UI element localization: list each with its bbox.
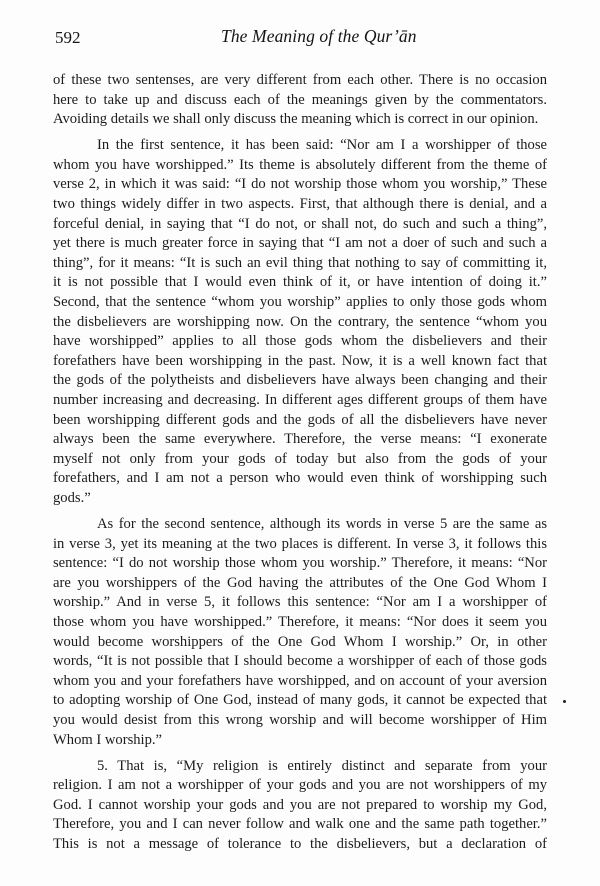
book-title: The Meaning of the Qur’ān (221, 26, 417, 46)
paragraph-first-sentence (53, 136, 547, 508)
text-line: have worshipped” applies to all those gods whom the disbelievers and their (53, 333, 547, 350)
text-line: gods.” (53, 489, 91, 506)
text-line: would become worshippers of the One God Whom I worship.” Or, in other (53, 633, 547, 650)
text-line: In the first sentence, it has been said: “Nor am I a worshipper of those (97, 137, 547, 154)
paragraph-note-5 (53, 757, 547, 855)
text-line: the gods of the polytheists and disbelievers have always been changing and their (53, 372, 547, 389)
scan-artifact-dot (563, 700, 566, 703)
paragraph-second-sentence (53, 515, 547, 750)
text-line: always been the same everywhere. Therefore, the verse means: “I exonerate (53, 431, 547, 448)
text-line: 5. That is, “My religion is entirely distinct and separate from your (97, 757, 547, 774)
text-line: forefathers have been worshipping in the past. Now, it is a well known fact that (53, 352, 547, 369)
text-line: number increasing and decreasing. In different ages different groups of them have (53, 392, 547, 408)
text-line: thing”, for it means: “It is such an evil thing that nothing to say of committing it, (53, 254, 547, 271)
text-line: forceful denial, in saying that “I do not, or shall not, do such and such a thing”, (53, 215, 547, 232)
paragraph-continuation (53, 71, 547, 130)
text-line: two things widely differ in two aspects. First, that although there is denial, and a (53, 196, 547, 213)
text-line: sentence: “I do not worship those whom you worship.” Therefore, it means: “Nor (53, 555, 547, 572)
body-text (53, 71, 547, 855)
text-line: forefathers, and I am not a person who would even think of worshipping such (53, 470, 547, 487)
text-line: been worshipping different gods and the gods of all the disbelievers have never (53, 411, 547, 428)
text-line: are you worshippers of the God having the attributes of the One God Whom I (53, 574, 547, 591)
text-line: Whom I worship.” (53, 731, 163, 748)
text-line: worship.” And in verse 5, it follows this sentence: “Nor am I a worshipper of (53, 594, 547, 611)
text-line: Therefore, you and I can never follow and walk one and the same path together.” (53, 816, 547, 833)
text-line: myself not only from your gods of today but also from the gods of your (53, 450, 547, 467)
page-number: 592 (55, 28, 81, 47)
text-line: Second, that the sentence “whom you worship” applies to only those gods whom (53, 294, 547, 311)
text-line: whom you and your forefathers have worshipped, and on account of your aversion (53, 672, 547, 689)
text-line: here to take up and discuss each of the meanings given by the commentators. (53, 91, 547, 108)
text-line: you would desist from this wrong worship and will become worshipper of Him (53, 712, 547, 728)
text-line: Avoiding details we shall only discuss the meaning which is correct in our opinion. (53, 111, 539, 128)
text-line: religion. I am not a worshipper of your gods and you are not worshippers of my (53, 777, 547, 794)
text-line: words, “It is not possible that I should become a worshipper of each of those gods (53, 653, 547, 670)
text-line: the disbelievers are worshipping now. On the contrary, the sentence “whom you (53, 313, 547, 330)
text-line: verse 2, in which it was said: “I do not worship those whom you worship,” These (53, 176, 547, 193)
text-line: of these two sentenses, are very different from each other. There is no occasion (53, 72, 547, 88)
text-line: whom you have worshipped.” Its theme is absolutely different from the theme of (53, 156, 547, 173)
text-line: to adopting worship of One God, instead of many gods, it cannot be expected that (53, 692, 547, 709)
text-line: This is not a message of tolerance to the disbelievers, but a declaration of (53, 836, 547, 853)
text-line: those whom you have worshipped.” Therefore, it means: “Nor does it seem you (53, 614, 547, 631)
text-line: yet there is much greater force in saying that “I am not a doer of such and such a (53, 235, 547, 252)
running-header (53, 26, 547, 50)
text-line: in verse 3, yet its meaning at the two places is different. In verse 3, it follows this (53, 535, 547, 552)
text-line: God. I cannot worship your gods and you are not prepared to worship my God, (53, 796, 547, 813)
text-line: it is not possible that I would even think of it, or have intention of doing it.” (53, 274, 547, 291)
text-line: As for the second sentence, although its words in verse 5 are the same as (97, 516, 547, 533)
